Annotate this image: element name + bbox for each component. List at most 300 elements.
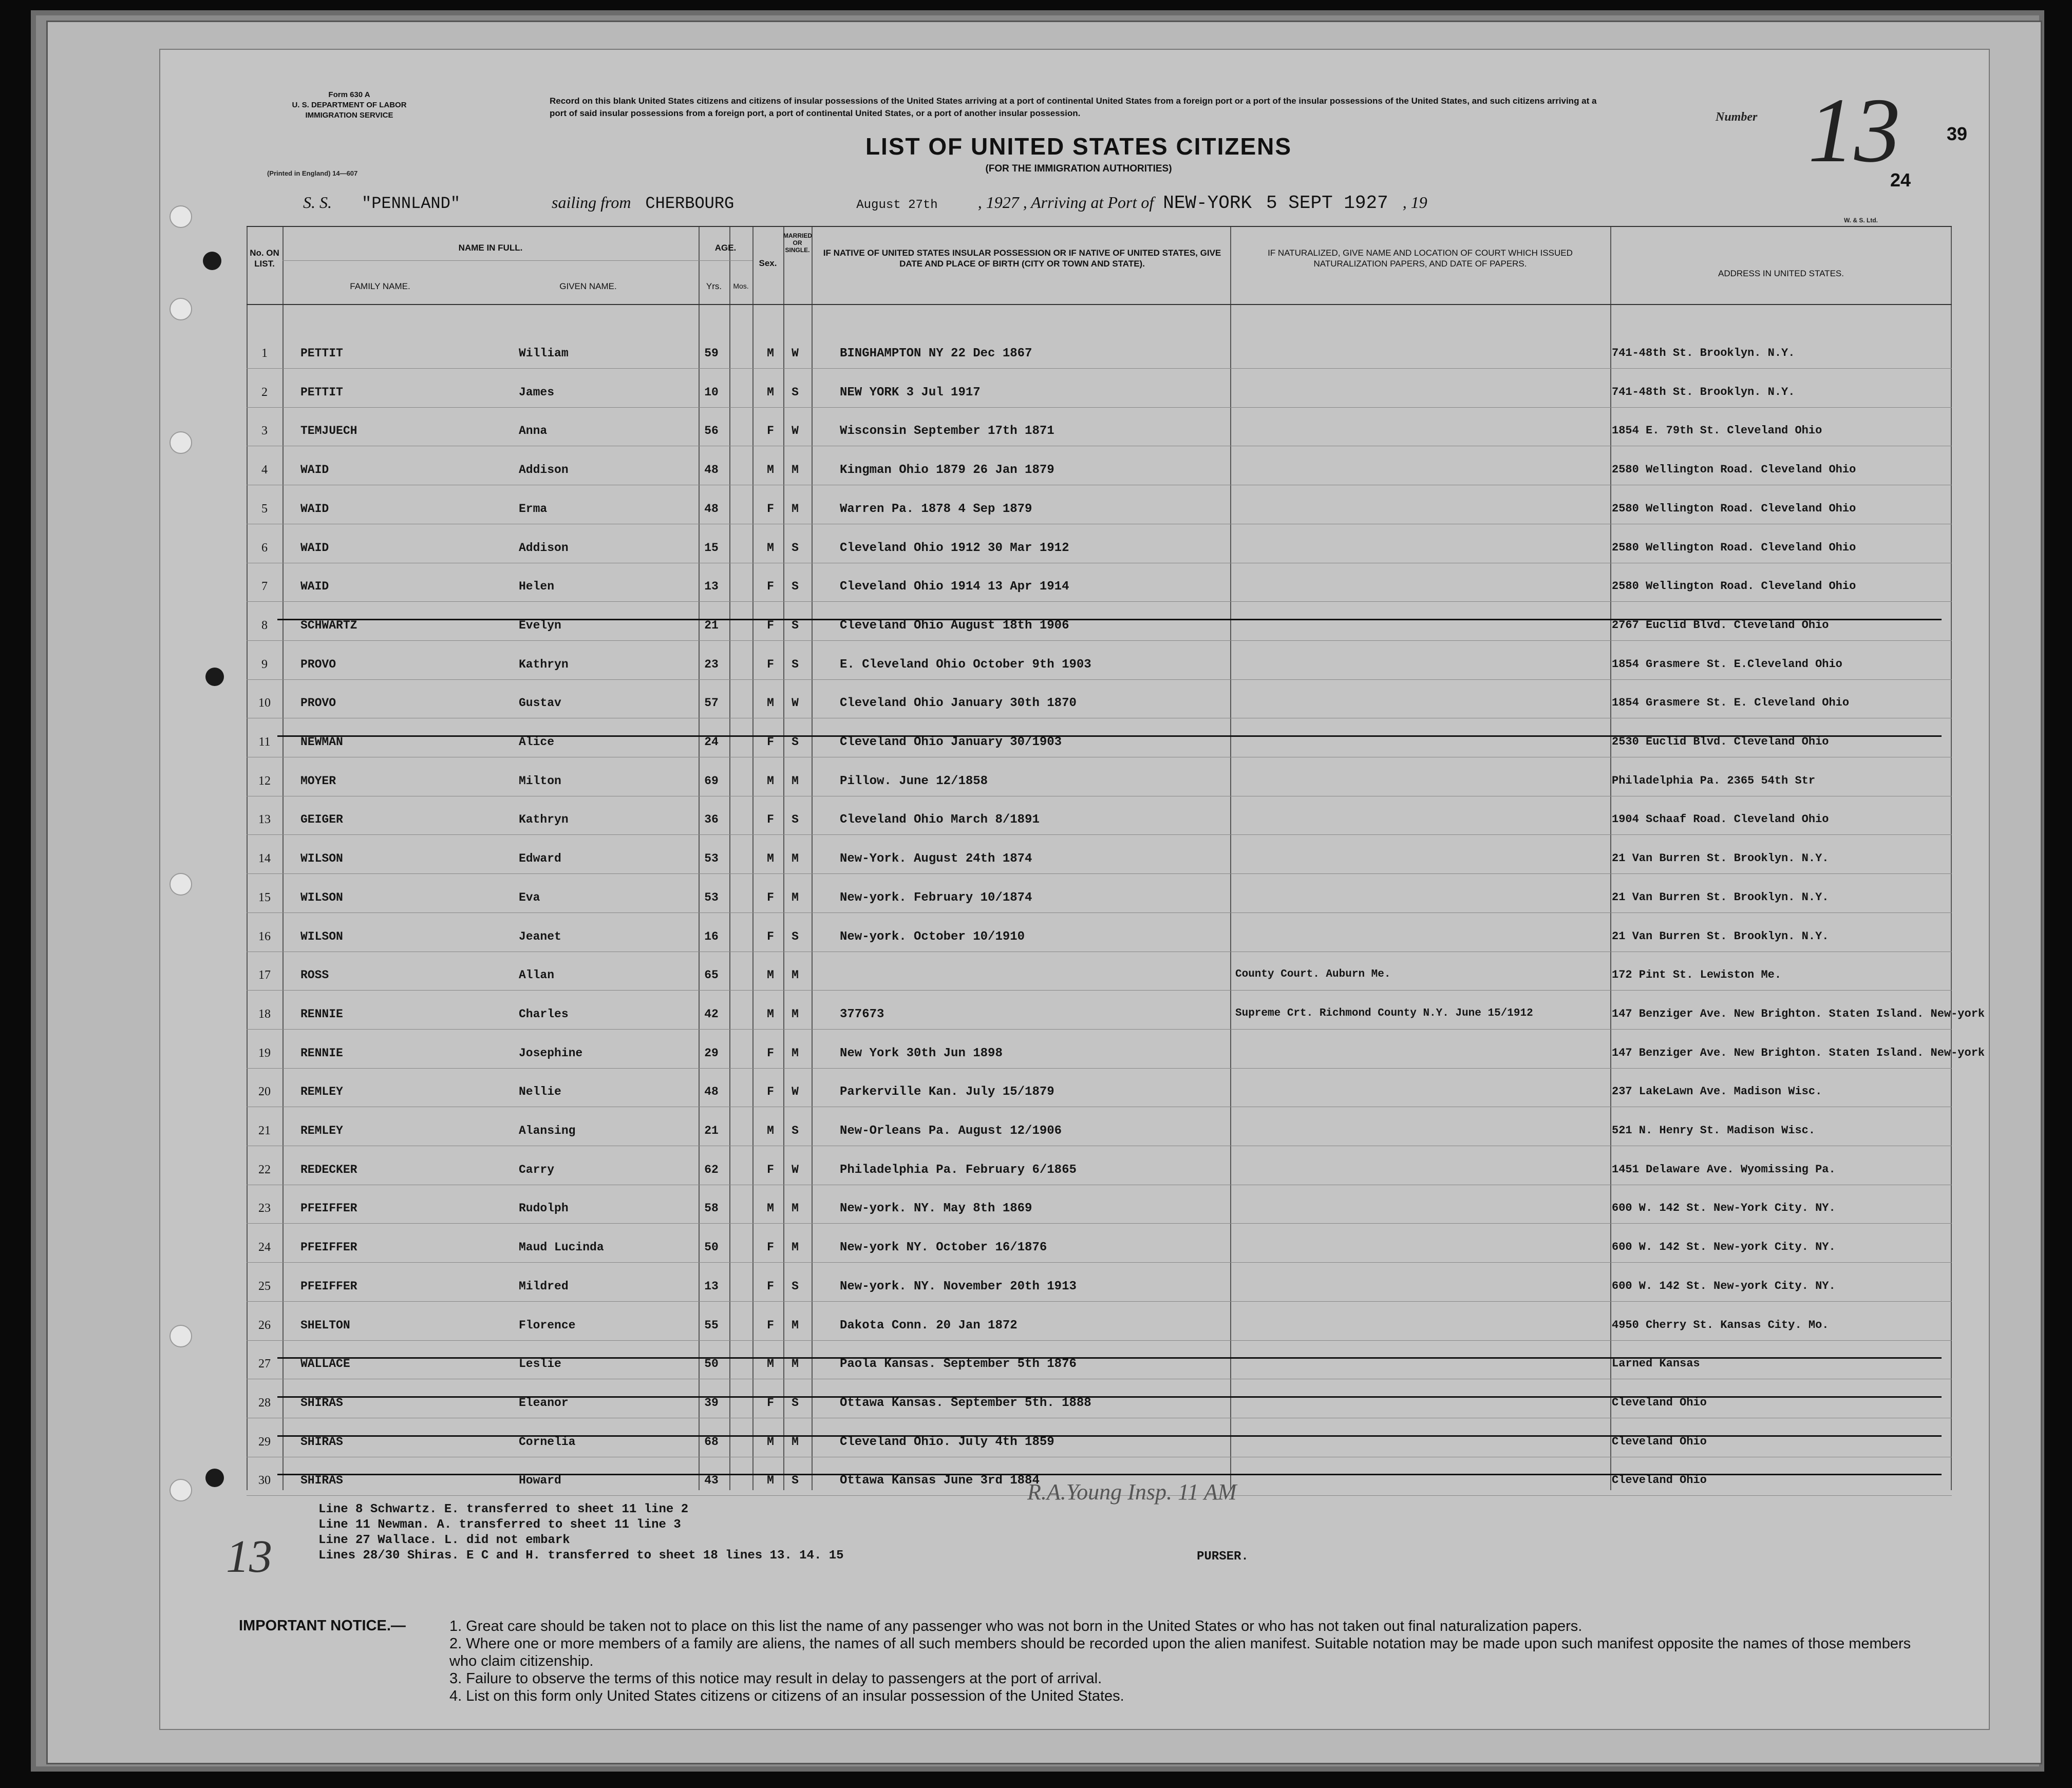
address: Philadelphia Pa. 2365 54th Str — [1612, 774, 1816, 787]
birth-info: New-york NY. October 16/1876 — [840, 1241, 1047, 1255]
table-row — [247, 454, 1952, 485]
sex: M — [767, 968, 774, 982]
marital-status: S — [792, 541, 799, 555]
given-name: Howard — [519, 1474, 561, 1488]
birth-info: Cleveland Ohio August 18th 1906 — [840, 618, 1069, 633]
given-name: Evelyn — [519, 618, 561, 632]
sex: M — [767, 774, 774, 788]
family-name: TEMJUECH — [300, 424, 357, 438]
binder-hole — [169, 1479, 192, 1501]
sex: M — [767, 1435, 774, 1449]
year-prefix: , 192 — [977, 193, 1011, 212]
address: 21 Van Burren St. Brooklyn. N.Y. — [1612, 929, 1829, 943]
address: 147 Benziger Ave. New Brighton. Staten Island. New-york — [1612, 1007, 1985, 1020]
given-name: Leslie — [519, 1357, 561, 1371]
row-rule — [247, 601, 1952, 602]
address: 2530 Euclid Blvd. Cleveland Ohio — [1612, 735, 1829, 748]
address: Cleveland Ohio — [1612, 1435, 1707, 1448]
age: 50 — [704, 1357, 719, 1371]
voyage-line — [303, 193, 1936, 214]
address: 741-48th St. Brooklyn. N.Y. — [1612, 347, 1795, 359]
table-row — [247, 1270, 1952, 1301]
age: 65 — [704, 968, 719, 982]
row-rule — [247, 679, 1952, 680]
row-number: 9 — [261, 657, 268, 671]
family-name: WAID — [300, 463, 329, 477]
family-name: REDECKER — [300, 1163, 357, 1176]
sex: M — [767, 1357, 774, 1371]
given-name: Rudolph — [519, 1202, 569, 1215]
table-row — [247, 1076, 1952, 1107]
marital-status: S — [792, 813, 799, 827]
col-naturalized: IF NATURALIZED, GIVE NAME AND LOCATION OF COURT WHICH ISSUED NATURALIZATION PAPERS, AND DATE OF PAPERS. — [1268, 248, 1573, 269]
note-line: Line 27 Wallace. L. did not embark — [318, 1533, 570, 1547]
address: 147 Benziger Ave. New Brighton. Staten Island. New-york — [1612, 1046, 1985, 1059]
binder-hole — [169, 205, 192, 228]
family-name: SHIRAS — [300, 1435, 343, 1449]
address: Cleveland Ohio — [1612, 1396, 1707, 1409]
birth-info: Dakota Conn. 20 Jan 1872 — [840, 1318, 1018, 1333]
age: 55 — [704, 1318, 719, 1332]
sex: M — [767, 1474, 774, 1488]
family-name: PFEIFFER — [300, 1202, 357, 1215]
binder-hole — [169, 1325, 192, 1347]
naturalization-info: County Court. Auburn Me. — [1235, 968, 1391, 981]
sex: F — [767, 618, 774, 632]
age: 48 — [704, 1085, 719, 1099]
row-rule — [247, 640, 1952, 641]
year-suffix: 7 — [1010, 193, 1019, 212]
family-name: SHIRAS — [300, 1396, 343, 1410]
notice-heading: IMPORTANT NOTICE.— — [239, 1618, 406, 1634]
address: 1904 Schaaf Road. Cleveland Ohio — [1612, 813, 1829, 826]
stamp-24: 24 — [1890, 169, 1911, 191]
row-number: 16 — [258, 929, 271, 943]
birth-info: New-Orleans Pa. August 12/1906 — [840, 1124, 1062, 1138]
notice-item: 4. List on this form only United States citizens or citizens of an insular possession of the United States. — [449, 1688, 1124, 1704]
marital-status: S — [792, 385, 799, 399]
row-number: 12 — [258, 774, 271, 788]
given-name: Florence — [519, 1318, 576, 1332]
family-name: PETTIT — [300, 385, 343, 399]
marital-status: S — [792, 1396, 799, 1410]
table-row — [247, 1115, 1952, 1146]
birth-info: Ottawa Kansas June 3rd 1884 — [840, 1474, 1040, 1488]
sex: M — [767, 1202, 774, 1215]
table-row — [247, 804, 1952, 834]
sex: F — [767, 657, 774, 671]
sex: F — [767, 502, 774, 516]
birth-info: E. Cleveland Ohio October 9th 1903 — [840, 657, 1091, 672]
family-name: WAID — [300, 580, 329, 594]
birth-info: Philadelphia Pa. February 6/1865 — [840, 1163, 1077, 1177]
row-number: 10 — [258, 696, 271, 710]
birth-info: New-york. NY. May 8th 1869 — [840, 1202, 1032, 1216]
address: 741-48th St. Brooklyn. N.Y. — [1612, 385, 1795, 398]
family-name: PFEIFFER — [300, 1241, 357, 1254]
birth-info: Cleveland Ohio March 8/1891 — [840, 813, 1040, 827]
address: 21 Van Burren St. Brooklyn. N.Y. — [1612, 890, 1829, 904]
age: 57 — [704, 696, 719, 710]
marital-status: S — [792, 735, 799, 749]
marital-status: W — [792, 347, 799, 360]
given-name: James — [519, 385, 555, 399]
table-row — [247, 376, 1952, 407]
table-row — [247, 1348, 1952, 1379]
table-row — [247, 337, 1952, 368]
row-rule — [247, 990, 1952, 991]
col-married-single: MARRIED OR SINGLE. — [783, 232, 812, 254]
age: 10 — [704, 385, 719, 399]
birth-info: New-York. August 24th 1874 — [840, 852, 1032, 866]
address: 2580 Wellington Road. Cleveland Ohio — [1612, 541, 1856, 554]
birth-info: Cleveland Ohio 1914 13 Apr 1914 — [840, 580, 1069, 594]
note-line: Line 8 Schwartz. E. transferred to sheet 11 line 2 — [318, 1502, 689, 1516]
family-name: GEIGER — [300, 813, 343, 827]
col-no-on-list: No. ON LIST. — [250, 248, 279, 269]
family-name: REMLEY — [300, 1124, 343, 1137]
col-age: AGE. — [714, 243, 737, 253]
row-number: 1 — [261, 347, 268, 360]
row-rule — [247, 873, 1952, 874]
given-name: Alansing — [519, 1124, 576, 1137]
family-name: RENNIE — [300, 1007, 343, 1021]
form-number: Form 630 A — [328, 90, 370, 99]
age: 56 — [704, 424, 719, 438]
ship-name: "PENNLAND" — [362, 194, 461, 213]
sex: M — [767, 347, 774, 360]
given-name: Milton — [519, 774, 561, 788]
given-name: Mildred — [519, 1279, 569, 1293]
address: 4950 Cherry St. Kansas City. Mo. — [1612, 1318, 1829, 1332]
table-row — [247, 610, 1952, 640]
table-row — [247, 1192, 1952, 1223]
sex: F — [767, 929, 774, 943]
birth-info: Warren Pa. 1878 4 Sep 1879 — [840, 502, 1032, 516]
table-row — [247, 1309, 1952, 1340]
row-number: 24 — [258, 1241, 271, 1254]
marital-status: M — [792, 774, 799, 788]
address: Larned Kansas — [1612, 1357, 1700, 1371]
family-name: PETTIT — [300, 347, 343, 360]
row-rule — [247, 1340, 1952, 1341]
birth-info: 377673 — [840, 1007, 884, 1021]
binder-hole — [203, 252, 221, 270]
family-name: NEWMAN — [300, 735, 343, 749]
row-number: 26 — [258, 1318, 271, 1332]
given-name: Addison — [519, 541, 569, 555]
table-row — [247, 1154, 1952, 1185]
given-name: Gustav — [519, 696, 561, 710]
binder-hole — [205, 668, 224, 686]
col-name-in-full: NAME IN FULL. — [458, 243, 523, 253]
sex: F — [767, 424, 774, 438]
department: U. S. DEPARTMENT OF LABOR — [292, 101, 407, 109]
transfer-notes — [318, 1502, 844, 1564]
sex: M — [767, 385, 774, 399]
table-row — [247, 1231, 1952, 1262]
purser-label: PURSER. — [1197, 1550, 1249, 1564]
sex: F — [767, 1085, 774, 1099]
age: 53 — [704, 890, 719, 904]
naturalization-info: Supreme Crt. Richmond County N.Y. June 15/1912 — [1235, 1007, 1533, 1019]
family-name: MOYER — [300, 774, 336, 788]
row-number: 14 — [258, 852, 271, 866]
address: 2580 Wellington Road. Cleveland Ohio — [1612, 463, 1856, 477]
given-name: Alice — [519, 735, 555, 749]
strike-through-line — [277, 619, 1942, 620]
departure-port: CHERBOURG — [645, 194, 734, 213]
row-rule — [247, 834, 1952, 835]
marital-status: M — [792, 968, 799, 982]
row-number: 20 — [258, 1085, 271, 1099]
birth-info: Cleveland Ohio. July 4th 1859 — [840, 1435, 1054, 1449]
sex: F — [767, 580, 774, 594]
age: 53 — [704, 852, 719, 866]
age: 15 — [704, 541, 719, 555]
given-name: Eva — [519, 890, 540, 904]
family-name: SHIRAS — [300, 1474, 343, 1488]
sheet-number: 13 — [1808, 79, 1900, 181]
sex: M — [767, 852, 774, 866]
given-name: Jeanet — [519, 929, 561, 943]
birth-info: Paola Kansas. September 5th 1876 — [840, 1357, 1077, 1372]
arrival-port: NEW-YORK — [1163, 193, 1252, 214]
row-number: 23 — [258, 1202, 271, 1215]
birth-info: New-york. October 10/1910 — [840, 929, 1025, 944]
row-rule — [247, 1262, 1952, 1263]
birth-info: Ottawa Kansas. September 5th. 1888 — [840, 1396, 1091, 1410]
table-row — [247, 532, 1952, 563]
row-number: 25 — [258, 1279, 271, 1293]
family-name: PFEIFFER — [300, 1279, 357, 1293]
row-number: 17 — [258, 968, 271, 982]
marital-status: S — [792, 618, 799, 632]
given-name: Cornelia — [519, 1435, 576, 1449]
marital-status: M — [792, 852, 799, 866]
table-row — [247, 765, 1952, 796]
printed-note: (Printed in England) 14—607 — [267, 169, 358, 177]
row-rule — [247, 407, 1952, 408]
age: 58 — [704, 1202, 719, 1215]
stamp-39: 39 — [1947, 123, 1968, 144]
age: 69 — [704, 774, 719, 788]
age: 24 — [704, 735, 719, 749]
family-name: SHELTON — [300, 1318, 350, 1332]
binder-hole — [169, 431, 192, 454]
sex: F — [767, 1046, 774, 1060]
row-number: 28 — [258, 1396, 271, 1410]
binder-hole — [205, 1469, 224, 1487]
marital-status: S — [792, 1279, 799, 1293]
marital-status: M — [792, 463, 799, 477]
row-rule — [247, 1068, 1952, 1069]
departure-date: August 27th — [856, 198, 938, 212]
address: 600 W. 142 St. New-York City. NY. — [1612, 1202, 1836, 1215]
birth-info: Wisconsin September 17th 1871 — [840, 424, 1054, 439]
marital-status: S — [792, 1474, 799, 1488]
sex: M — [767, 1124, 774, 1137]
handwritten-sheet-number: 13 — [226, 1531, 272, 1582]
given-name: Anna — [519, 424, 548, 438]
age: 59 — [704, 347, 719, 360]
marital-status: M — [792, 1007, 799, 1021]
given-name: Nellie — [519, 1085, 561, 1099]
col-given-name: GIVEN NAME. — [559, 281, 617, 291]
table-row — [247, 998, 1985, 1029]
row-number: 8 — [261, 618, 268, 632]
binder-hole — [169, 873, 192, 896]
strike-through-line — [277, 1396, 1942, 1398]
row-number: 7 — [261, 580, 268, 594]
page-subtitle: (FOR THE IMMIGRATION AUTHORITIES) — [985, 163, 1172, 174]
marital-status: S — [792, 580, 799, 594]
given-name: Charles — [519, 1007, 569, 1021]
age: 13 — [704, 1279, 719, 1293]
sailing-label: sailing from — [552, 193, 631, 212]
service: IMMIGRATION SERVICE — [305, 111, 393, 120]
table-row — [247, 921, 1952, 952]
marital-status: M — [792, 1435, 799, 1449]
record-note: Record on this blank United States citizens and citizens of insular possessions of the United States arriving at a port of continental United States from a foreign port or a port of the insular possessions of the United States, and such citizens arriving at a port of said insular possessions from a foreign port, a port of continental United States, or a port of another insular possession. — [550, 96, 1597, 118]
note-line: Lines 28/30 Shiras. E C and H. transferred to sheet 18 lines 13. 14. 15 — [318, 1549, 844, 1563]
binder-hole — [169, 298, 192, 320]
arrival-date-stamp: 5 SEPT 1927 — [1266, 193, 1388, 214]
age: 68 — [704, 1435, 719, 1449]
age: 48 — [704, 463, 719, 477]
address: 1854 E. 79th St. Cleveland Ohio — [1612, 424, 1822, 438]
age: 42 — [704, 1007, 719, 1021]
family-name: WILSON — [300, 852, 343, 866]
marital-status: M — [792, 890, 799, 904]
form-header — [267, 90, 431, 121]
strike-through-line — [277, 1435, 1942, 1437]
given-name: Maud Lucinda — [519, 1241, 604, 1254]
inspector-signature: R.A.Young Insp. 11 AM — [1027, 1479, 1237, 1505]
row-number: 30 — [258, 1474, 271, 1488]
row-number: 15 — [258, 890, 271, 904]
notice-body — [449, 1618, 1939, 1705]
sex: F — [767, 1318, 774, 1332]
year2-label: , 19 — [1402, 193, 1427, 212]
notice-item: 3. Failure to observe the terms of this notice may result in delay to passengers at the port of arrival. — [449, 1670, 1102, 1687]
row-number: 4 — [261, 463, 268, 477]
table-row — [247, 1037, 1985, 1068]
row-number: 22 — [258, 1163, 271, 1176]
table-row — [247, 1387, 1952, 1418]
sex: M — [767, 1007, 774, 1021]
address: 2580 Wellington Road. Cleveland Ohio — [1612, 580, 1856, 593]
address: 2580 Wellington Road. Cleveland Ohio — [1612, 502, 1856, 515]
birth-info: Cleveland Ohio January 30/1903 — [840, 735, 1062, 749]
table-row — [247, 415, 1952, 446]
row-number: 29 — [258, 1435, 271, 1449]
family-name: WAID — [300, 541, 329, 555]
address: 172 Pint St. Lewiston Me. — [1612, 968, 1782, 982]
row-number: 3 — [261, 424, 268, 438]
given-name: Edward — [519, 852, 561, 866]
strike-through-line — [277, 1474, 1942, 1475]
family-name: PROVO — [300, 696, 336, 710]
table-row — [247, 726, 1952, 757]
birth-info: Parkerville Kan. July 15/1879 — [840, 1085, 1054, 1099]
table-row — [247, 843, 1952, 873]
marital-status: S — [792, 1124, 799, 1137]
table-row — [247, 493, 1952, 524]
age: 36 — [704, 813, 719, 827]
table-row — [247, 959, 1952, 990]
marital-status: M — [792, 1241, 799, 1254]
number-label: Number — [1716, 110, 1758, 124]
marital-status: M — [792, 502, 799, 516]
row-rule — [247, 1301, 1952, 1302]
row-number: 5 — [261, 502, 268, 516]
marital-status: S — [792, 657, 799, 671]
col-sex: Sex. — [759, 258, 777, 268]
given-name: Kathryn — [519, 813, 569, 827]
family-name: WAID — [300, 502, 329, 516]
marital-status: M — [792, 1318, 799, 1332]
age: 16 — [704, 929, 719, 943]
given-name: Kathryn — [519, 657, 569, 671]
birth-info: Cleveland Ohio 1912 30 Mar 1912 — [840, 541, 1069, 555]
age: 21 — [704, 1124, 719, 1137]
marital-status: M — [792, 1357, 799, 1371]
marital-status: M — [792, 1202, 799, 1215]
marital-status: W — [792, 424, 799, 438]
table-row — [247, 687, 1952, 718]
row-rule — [247, 1223, 1952, 1224]
address: 237 LakeLawn Ave. Madison Wisc. — [1612, 1085, 1822, 1098]
ss-label: S. S. — [303, 193, 332, 212]
col-years: Yrs. — [706, 281, 722, 291]
birth-info: New-york. February 10/1874 — [840, 890, 1032, 905]
marital-status: S — [792, 929, 799, 943]
given-name: Josephine — [519, 1046, 583, 1060]
sex: M — [767, 541, 774, 555]
family-name: WALLACE — [300, 1357, 350, 1371]
family-name: PROVO — [300, 657, 336, 671]
given-name: Erma — [519, 502, 548, 516]
age: 62 — [704, 1163, 719, 1176]
address: 1854 Grasmere St. E. Cleveland Ohio — [1612, 696, 1850, 710]
family-name: RENNIE — [300, 1046, 343, 1060]
birth-info: New-york. NY. November 20th 1913 — [840, 1279, 1077, 1294]
given-name: Carry — [519, 1163, 555, 1176]
sex: F — [767, 890, 774, 904]
address: 1854 Grasmere St. E.Cleveland Ohio — [1612, 657, 1842, 671]
age: 39 — [704, 1396, 719, 1410]
birth-info: Kingman Ohio 1879 26 Jan 1879 — [840, 463, 1054, 478]
address: 1451 Delaware Ave. Wyomissing Pa. — [1612, 1163, 1836, 1176]
col-birth: IF NATIVE OF UNITED STATES INSULAR POSSESSION OR IF NATIVE OF UNITED STATES, GIVE DATE AND PLACE OF BIRTH (CITY OR TOWN AND STATE). — [823, 248, 1221, 269]
address: 521 N. Henry St. Madison Wisc. — [1612, 1124, 1816, 1137]
strike-through-line — [277, 1357, 1942, 1359]
marital-status: W — [792, 1163, 799, 1176]
birth-info: Cleveland Ohio January 30th 1870 — [840, 696, 1077, 711]
row-number: 2 — [261, 385, 268, 399]
given-name: William — [519, 347, 569, 360]
row-rule — [247, 1029, 1952, 1030]
given-name: Helen — [519, 580, 555, 594]
row-rule — [247, 368, 1952, 369]
sex: F — [767, 813, 774, 827]
note-line: Line 11 Newman. A. transferred to sheet 11 line 3 — [318, 1518, 681, 1532]
sex: M — [767, 696, 774, 710]
row-number: 27 — [258, 1357, 271, 1371]
address: 2767 Euclid Blvd. Cleveland Ohio — [1612, 618, 1829, 632]
birth-info: BINGHAMPTON NY 22 Dec 1867 — [840, 347, 1032, 360]
